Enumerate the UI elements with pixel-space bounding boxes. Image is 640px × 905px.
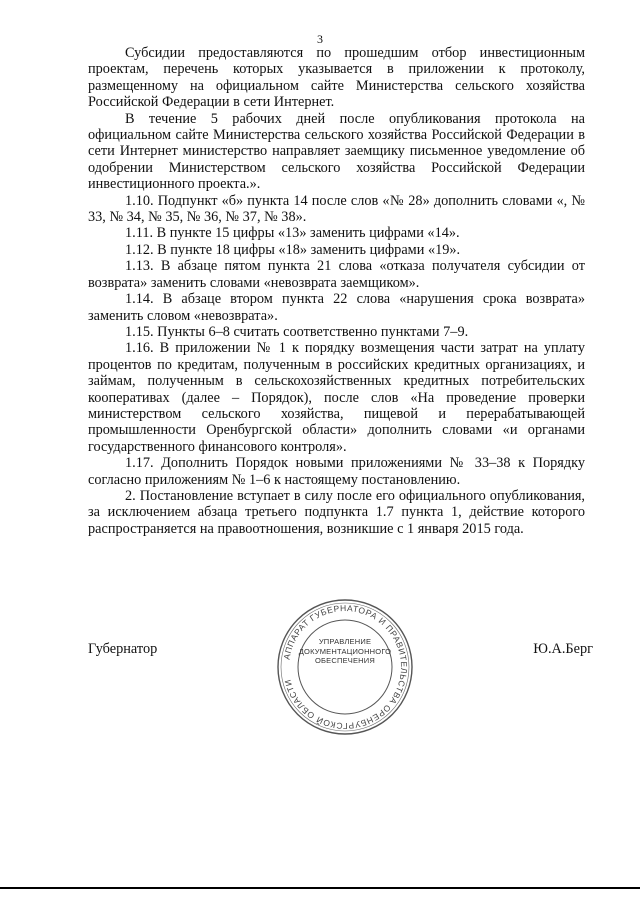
signature-title: Губернатор (88, 641, 158, 657)
paragraph: 2. Постановление вступает в силу после его официального опубликования, за исключением абзаца третьего подпункта 1.7 пункта 1, действие которого распространяется на правоотношения, возникшие с 1 января 2015 года. (88, 487, 585, 537)
document-body (88, 45, 585, 537)
paragraph: 1.13. В абзаце пятом пункта 21 слова «отказа получателя субсидии от возврата» заменить словами «невозврата заемщиком». (88, 258, 585, 291)
page-number: 3 (317, 32, 323, 46)
paragraph: 1.16. В приложении № 1 к порядку возмещения части затрат на уплату процентов по кредитам, полученным в российских кредитных организациях, и займам, полученным в сельскохозяйственных кредитных потребительских кооперативах (далее – Порядок), после слов «На проведение проверки министерством сельского хозяйства, пищевой и перерабатывающей промышленности Оренбургской области» дополнить словами «и органами государственного финансового контроля». (88, 340, 585, 455)
stamp-ring-text: АППАРАТ ГУБЕРНАТОРА И ПРАВИТЕЛЬСТВА ОРЕНБУРГСКОЙ ОБЛАСТИ (281, 602, 410, 732)
paragraph: 1.17. Дополнить Порядок новыми приложениями № 33–38 к Порядку согласно приложениям № 1–6 к настоящему постановлению. (88, 455, 585, 488)
paragraph: 1.15. Пункты 6–8 считать соответственно пунктами 7–9. (125, 323, 469, 340)
stamp-line: УПРАВЛЕНИЕ (318, 637, 372, 646)
paragraph: 1.14. В абзаце втором пункта 22 слова «нарушения срока возврата» заменить словом «невозврата». (88, 291, 585, 324)
stamp-line: ДОКУМЕНТАЦИОННОГО (298, 646, 392, 656)
paragraph: Субсидии предоставляются по прошедшим отбор инвестиционным проектам, перечень которых указывается в приложении к протоколу, размещенному на официальном сайте Министерства сельского хозяйства Российской Федерации в сети Интернет. (88, 45, 585, 111)
stamp-line: ОБЕСПЕЧЕНИЯ (315, 656, 375, 665)
paragraph: 1.11. В пункте 15 цифры «13» заменить цифрами «14». (125, 225, 460, 242)
official-stamp (275, 597, 415, 737)
paragraph: В течение 5 рабочих дней после опубликования протокола на официальном сайте Министерства сельского хозяйства Российской Федерации в сети Интернет министерство направляет заемщику письменное уведомление об одобрении Министерством сельского хозяйства Российской Федерации инвестиционного проекта.». (88, 110, 585, 193)
paragraph: 1.10. Подпункт «б» пункта 14 после слов «№ 28» дополнить словами «, № 33, № 34, № 35, № 36, № 37, № 38». (88, 192, 585, 226)
bottom-rule (0, 887, 640, 889)
paragraph: 1.12. В пункте 18 цифры «18» заменить цифрами «19». (125, 241, 461, 258)
stamp-inner-text (275, 637, 415, 697)
signature-name: Ю.А.Берг (533, 641, 593, 657)
